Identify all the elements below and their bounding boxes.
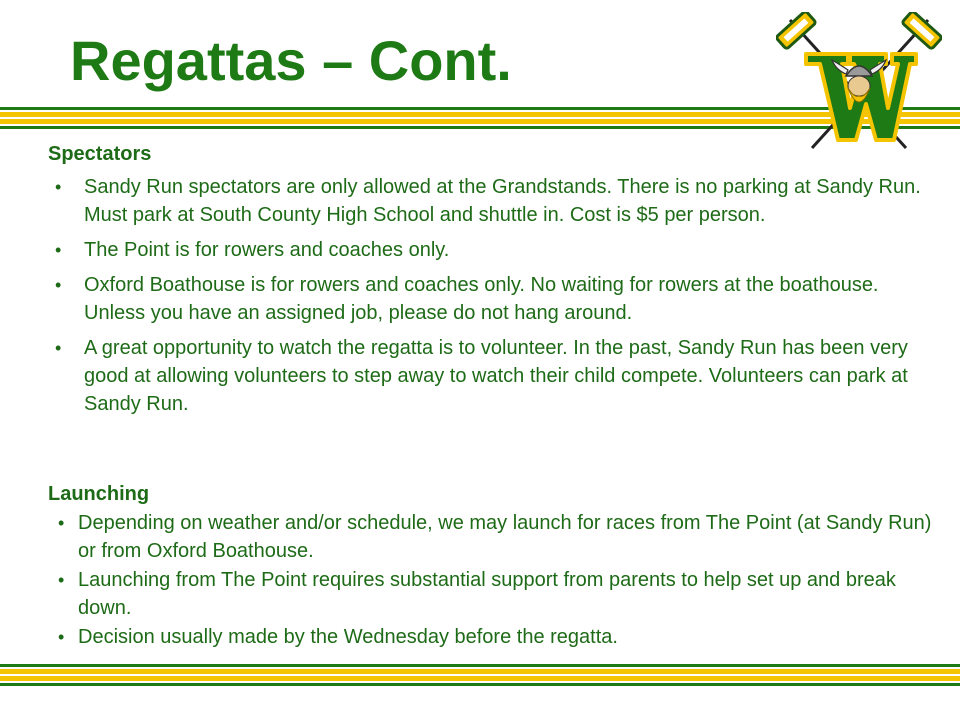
bullet-icon: • <box>58 627 65 647</box>
bullet-icon: • <box>58 513 65 533</box>
list-item <box>55 236 930 264</box>
list-item <box>58 509 933 565</box>
list-item-text: Oxford Boathouse is for rowers and coaches only. No waiting for rowers at the boathouse. Unless you have an assigned job, please do not hang around. <box>84 274 879 324</box>
list-item-text: Sandy Run spectators are only allowed at the Grandstands. There is no parking at Sandy Run. Must park at South County High School and shuttle in. Cost is $5 per person. <box>84 176 921 226</box>
list-item-text: Depending on weather and/or schedule, we may launch for races from The Point (at Sandy Run) or from Oxford Boathouse. <box>78 512 932 562</box>
list-item <box>58 623 933 651</box>
launching-list <box>58 509 933 652</box>
slide-title: Regattas – Cont. <box>70 29 512 92</box>
list-item <box>55 271 930 327</box>
launching-heading: Launching <box>48 483 150 505</box>
list-item-text: The Point is for rowers and coaches only. <box>84 239 450 261</box>
list-item-text: Decision usually made by the Wednesday before the regatta. <box>78 626 618 648</box>
spectators-list <box>55 173 930 425</box>
bullet-icon: • <box>55 177 62 197</box>
list-item-text: Launching from The Point requires substantial support from parents to help set up and break down. <box>78 569 896 619</box>
bullet-icon: • <box>55 240 62 260</box>
list-item <box>55 173 930 229</box>
list-item <box>55 334 930 418</box>
bullet-icon: • <box>58 570 65 590</box>
list-item-text: A great opportunity to watch the regatta is to volunteer. In the past, Sandy Run has been very good at allowing volunteers to step away to watch their child compete. Volunteers can park at Sandy Run. <box>84 337 908 415</box>
bullet-icon: • <box>55 275 62 295</box>
list-item <box>58 566 933 622</box>
bottom-stripe-band <box>0 664 960 687</box>
viking-w-logo <box>776 12 942 152</box>
bullet-icon: • <box>55 338 62 358</box>
spectators-heading: Spectators <box>48 143 152 165</box>
